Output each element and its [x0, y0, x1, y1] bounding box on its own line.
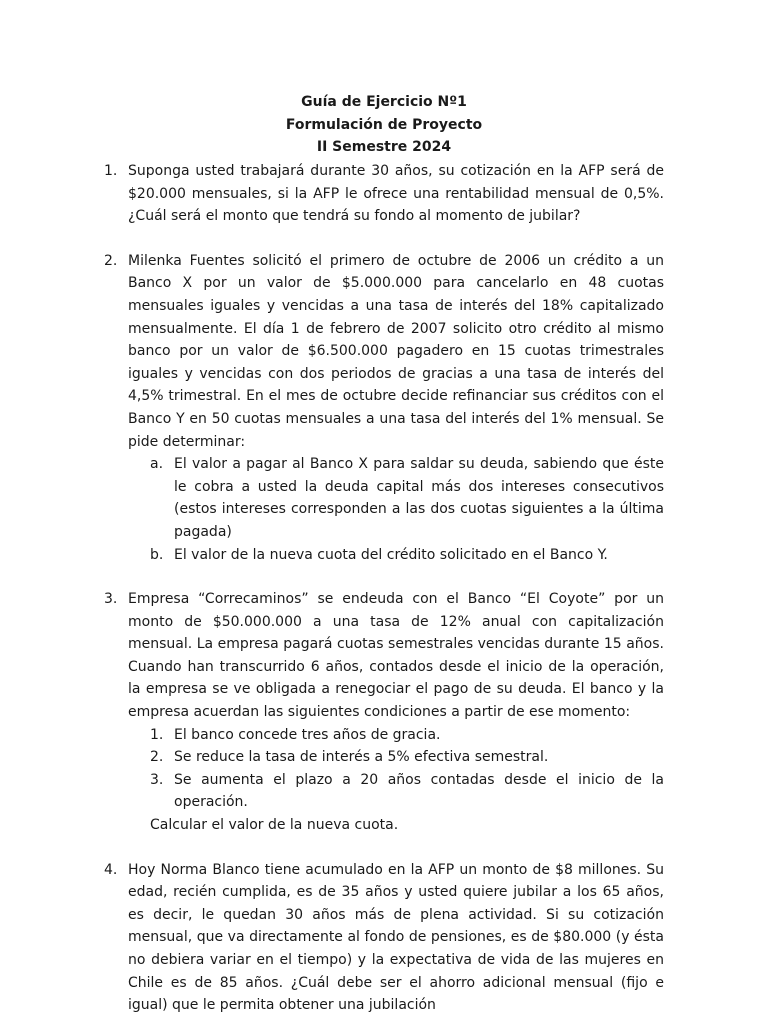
exercise-text: Hoy Norma Blanco tiene acumulado en la AFP un monto de $8 millones. Su edad, recién cumplida, es de 35 años y usted quiere jubilar a los 65 años, es decir, le quedan 30 años más de plena actividad. Si su cotización mensual, que va directamente al fondo de pensiones, es de $80.000 (y ésta no debiera variar en el tiempo) y la expectativa de vida de las mujeres en Chile es de 85 años. ¿Cuál debe ser el ahorro adicional mensual (fijo e igual) que le permita obtener una jubilación	[128, 861, 664, 1014]
exercise-3-condition-1	[150, 724, 664, 747]
semester-title: II Semestre 2024	[316, 139, 452, 155]
condition-text: Se reduce la tasa de interés a 5% efectiva semestral.	[174, 749, 549, 766]
exercise-2-part-b	[150, 544, 664, 567]
exercise-text: Empresa “Correcaminos” se endeuda con el Banco “El Coyote” por un monto de $50.000.000 a una tasa de 12% anual con capitalización mensual. La empresa pagará cuotas semestrales vencidas durante 15 años. Cuando han transcurrido 6 años, contados desde el inicio de la operación, la empresa se ve obligada a renegociar el pago de su deuda. El banco y la empresa acuerdan las siguientes condiciones a partir de ese momento:	[128, 591, 664, 721]
exercise-3-condition-3	[150, 769, 664, 814]
exercise-2	[104, 250, 664, 453]
part-marker: b.	[150, 546, 164, 563]
part-marker: a.	[150, 456, 164, 473]
exercise-text: Milenka Fuentes solicitó el primero de octubre de 2006 un crédito a un Banco X por un valor de $5.000.000 para cancelarlo en 48 cuotas mensuales iguales y vencidas a una tasa de interés del 18% capitalizado mensualmente. El día 1 de febrero de 2007 solicito otro crédito al mismo banco por un valor de $6.500.000 pagadero en 15 cuotas trimestrales iguales y vencidas con dos periodos de gracias a una tasa de interés del 4,5% trimestral. En el mes de octubre decide refinanciar sus créditos con el Banco Y en 50 cuotas mensuales a una tasa del interés del 1% mensual. Se pide determinar:	[128, 252, 664, 450]
exercise-text: Suponga usted trabajará durante 30 años, su cotización en la AFP será de $20.000 mensuales, si la AFP le ofrece una rentabilidad mensual de 0,5%. ¿Cuál será el monto que tendrá su fondo al momento de jubilar?	[128, 163, 664, 225]
exercise-3	[104, 588, 664, 724]
exercise-number: 2.	[104, 252, 118, 269]
condition-marker: 1.	[150, 726, 164, 743]
course-title: Formulación de Proyecto	[285, 116, 483, 133]
exercise-number: 4.	[104, 861, 118, 878]
condition-text: El banco concede tres años de gracia.	[174, 726, 441, 743]
condition-marker: 2.	[150, 749, 164, 766]
exercise-2-part-a	[150, 453, 664, 543]
part-text: El valor de la nueva cuota del crédito solicitado en el Banco Y.	[174, 546, 608, 563]
condition-marker: 3.	[150, 771, 164, 788]
exercise-list	[104, 160, 664, 1017]
exercise-1	[104, 160, 664, 228]
exercise-number: 3.	[104, 591, 118, 608]
exercise-number: 1.	[104, 163, 118, 179]
condition-text: Se aumenta el plazo a 20 años contadas desde el inicio de la operación.	[174, 771, 664, 811]
part-text: El valor a pagar al Banco X para saldar su deuda, sabiendo que éste le cobra a usted la deuda capital más dos intereses consecutivos (estos intereses corresponden a las dos cuotas siguientes a la última pagada)	[174, 456, 664, 540]
guide-title: Guía de Ejercicio Nº1	[301, 94, 467, 110]
exercise-3-instruction: Calcular el valor de la nueva cuota.	[150, 817, 399, 834]
exercise-4	[104, 859, 664, 1017]
document-header	[0, 91, 768, 159]
exercise-3-condition-2	[150, 746, 664, 769]
